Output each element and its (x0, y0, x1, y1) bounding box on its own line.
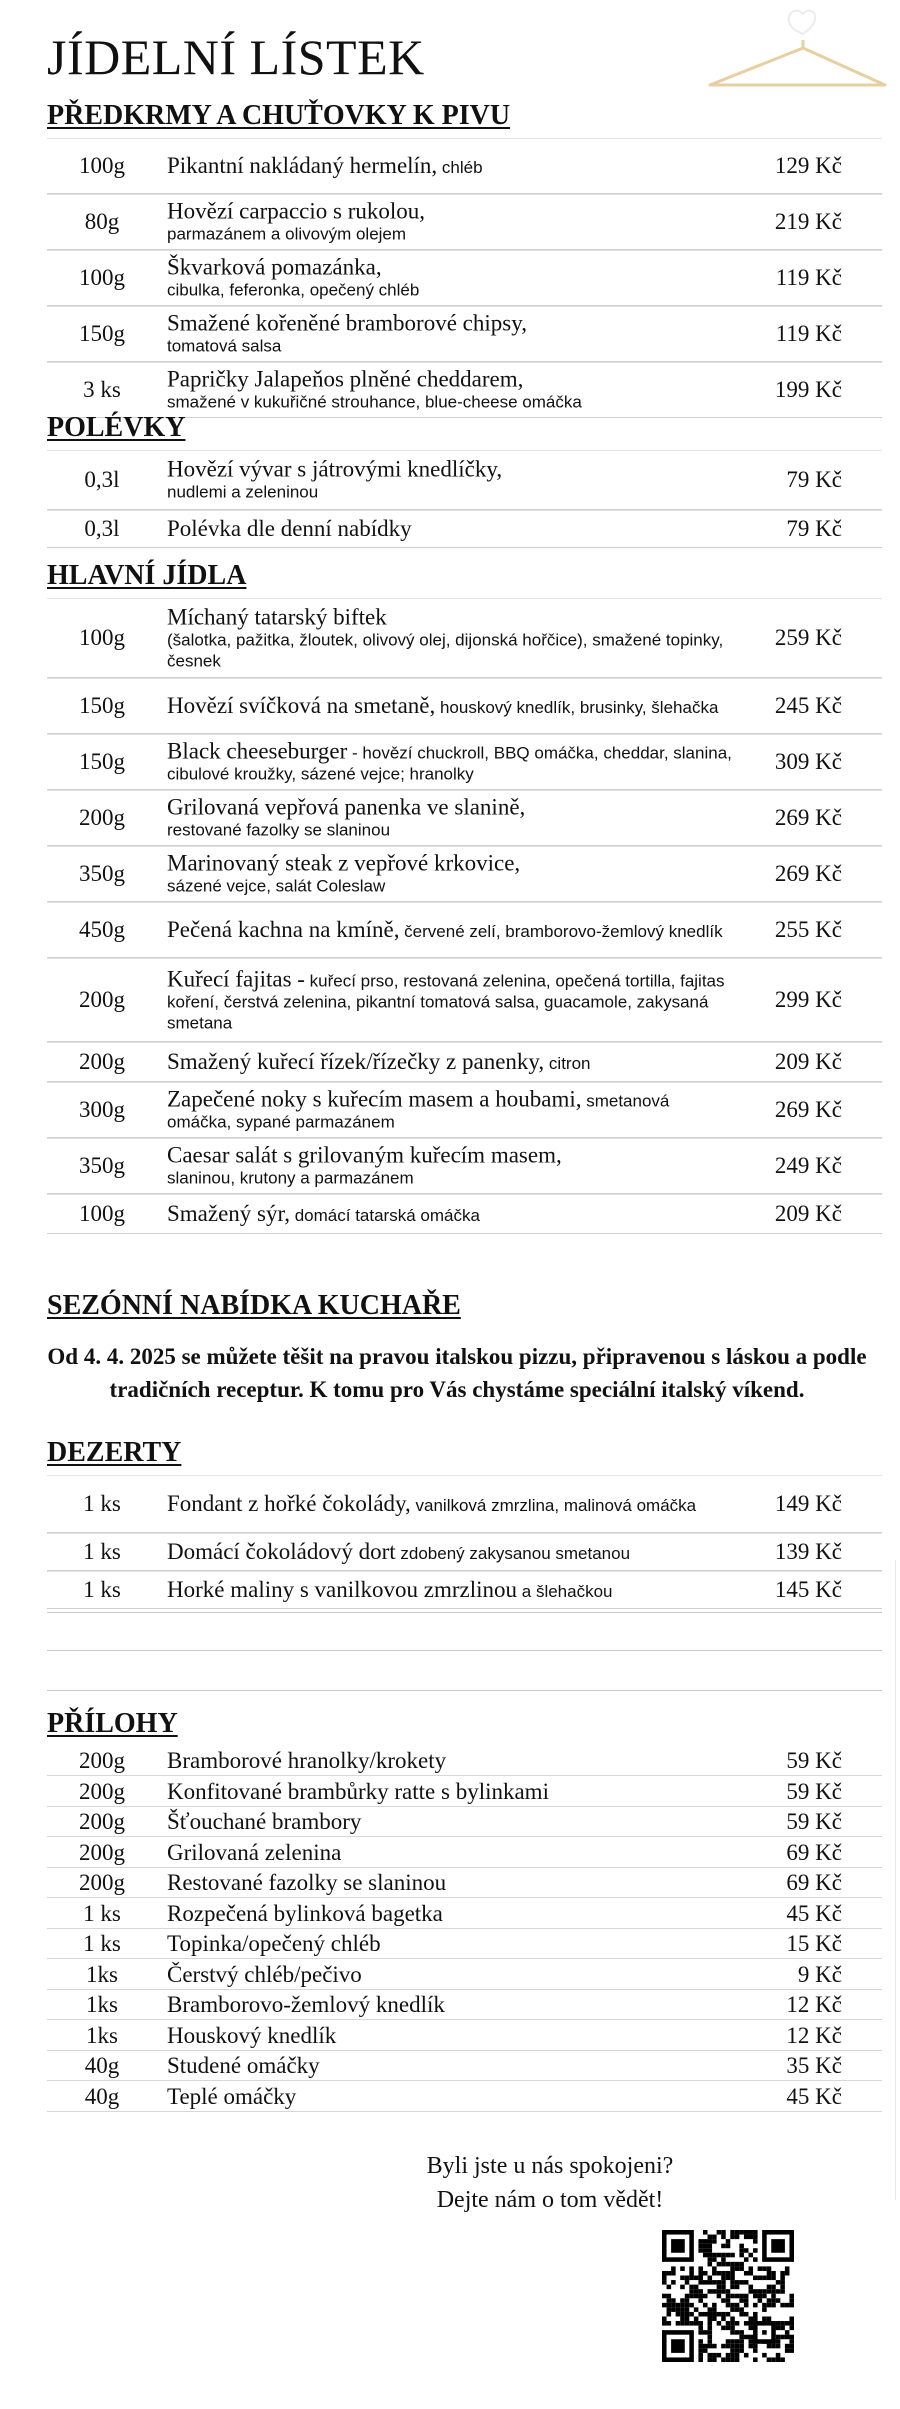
item-description (167, 851, 732, 898)
section-heading-starters: PŘEDKRMY A CHUŤOVKY K PIVU (47, 100, 511, 131)
menu-item (47, 734, 882, 790)
item-price: 209 Kč (774, 1201, 842, 1226)
item-name: Smažený sýr, (167, 1200, 290, 1226)
side-name: Grilovaná zelenina (167, 1839, 342, 1865)
item-detail: chléb (437, 157, 483, 177)
side-dish-row (47, 1838, 882, 1868)
side-name: Topinka/opečený chléb (167, 1931, 381, 1956)
menu-item (47, 958, 882, 1042)
item-price: 249 Kč (774, 1153, 842, 1178)
item-detail: a šlehačkou (517, 1581, 613, 1601)
item-detail: červené zelí, bramborovo-žemlový knedlík (399, 921, 723, 941)
seasonal-offer-text: Od 4. 4. 2025 se můžete těšit na pravou italskou pizzu, připravenou s láskou a podle tradičních receptur. K tomu pro Vás chystáme speciální italský víkend. (47, 1344, 867, 1403)
item-name: Polévka dle denní nabídky (167, 515, 412, 541)
side-price: 12 Kč (786, 2022, 842, 2048)
menu-item (47, 362, 882, 418)
item-quantity: 100g (79, 625, 125, 650)
section-heading-desserts: DEZERTY (47, 1437, 182, 1468)
item-description (167, 966, 732, 1033)
side-dish-row (47, 2051, 882, 2081)
item-description (167, 693, 732, 719)
item-name: Fondant z hořké čokolády, (167, 1490, 411, 1516)
item-quantity: 0,3l (84, 516, 120, 541)
item-quantity: 350g (79, 861, 125, 886)
item-quantity: 150g (79, 321, 125, 346)
item-price: 129 Kč (774, 153, 842, 178)
section-heading-seasonal: SEZÓNNÍ NABÍDKA KUCHAŘE (47, 1290, 461, 1321)
item-detail: zdobený zakysanou smetanou (395, 1543, 631, 1563)
item-name: Pečená kachna na kmíně, (167, 916, 400, 942)
item-price: 79 Kč (786, 467, 842, 492)
item-description (167, 1577, 732, 1603)
side-dish-row (47, 1868, 882, 1898)
side-price: 45 Kč (786, 2083, 842, 2109)
item-description (167, 457, 732, 504)
item-description (167, 1143, 732, 1190)
menu-item (47, 450, 882, 510)
item-name: Papričky Jalapeňos plněné cheddarem, (167, 366, 524, 392)
menu-item (47, 1533, 882, 1571)
item-detail: nudlemi a zeleninou (167, 483, 319, 503)
item-detail: - hovězí chuckroll, BBQ omáčka, cheddar, slanina, cibulové kroužky, sázené vejce; hranolky (167, 743, 732, 785)
divider-line (47, 1650, 882, 1651)
item-quantity: 200g (79, 987, 125, 1012)
item-price: 269 Kč (774, 861, 842, 886)
item-price: 119 Kč (775, 321, 842, 346)
item-name: Míchaný tatarský biftek (167, 604, 387, 630)
item-detail: (šalotka, pažitka, žloutek, olivový olej, dijonská hořčice), smažené topinky, česnek (167, 630, 724, 671)
item-description (167, 311, 732, 358)
item-price: 209 Kč (774, 1049, 842, 1074)
item-description (167, 1539, 732, 1565)
item-detail: domácí tatarská omáčka (290, 1205, 480, 1225)
item-quantity: 100g (79, 265, 125, 290)
item-detail: kuřecí prso, restovaná zelenina, opečená tortilla, fajitas koření, čerstvá zelenina, pikantní tomatová salsa, guacamole, zakysaná smetana (167, 971, 725, 1033)
side-dish-row (47, 2082, 882, 2112)
menu-item (47, 1475, 882, 1533)
side-dish-row (47, 1807, 882, 1837)
item-name: Smažené kořeněné bramborové chipsy, (167, 310, 527, 336)
side-name: Bramborovo-žemlový knedlík (167, 1992, 445, 2017)
item-name: Hovězí carpaccio s rukolou, (167, 198, 426, 224)
side-dish-row (47, 2021, 882, 2051)
item-description (167, 604, 732, 671)
divider-line (47, 1690, 882, 1691)
item-name: Black cheeseburger (167, 738, 348, 764)
item-quantity: 0,3l (84, 467, 120, 492)
item-price: 119 Kč (775, 265, 842, 290)
item-quantity: 80g (84, 209, 120, 234)
menu-item (47, 194, 882, 250)
item-price: 139 Kč (774, 1539, 842, 1564)
side-price: 59 Kč (786, 1778, 842, 1804)
item-detail: sázené vejce, salát Coleslaw (167, 877, 386, 897)
section-heading-soups: POLÉVKY (47, 412, 186, 443)
item-detail: smetanová omáčka, sypané parmazánem (167, 1091, 670, 1133)
item-detail: vanilková zmrzlina, malinová omáčka (410, 1495, 697, 1515)
divider-line (47, 1612, 882, 1613)
menu-item (47, 902, 882, 958)
menu-item (47, 598, 882, 678)
item-detail: smažené v kukuřičné strouhance, blue-cheese omáčka (167, 393, 582, 413)
item-quantity: 200g (79, 1049, 125, 1074)
item-name: Zapečené noky s kuřecím masem a houbami, (167, 1086, 582, 1112)
item-name: Hovězí vývar s játrovými knedlíčky, (167, 456, 503, 482)
side-name: Studené omáčky (167, 2053, 320, 2078)
item-name: Smažený kuřecí řízek/řízečky z panenky, (167, 1048, 545, 1074)
item-name: Hovězí svíčková na smetaně, (167, 692, 436, 718)
side-name: Houskový knedlík (167, 2022, 337, 2048)
hanger-heart-logo-icon (700, 0, 890, 95)
side-quantity: 200g (79, 1748, 125, 1773)
item-price: 299 Kč (774, 987, 842, 1012)
item-description (167, 739, 732, 786)
item-quantity: 350g (79, 1153, 125, 1178)
item-description (167, 1491, 732, 1517)
menu-item (47, 678, 882, 734)
feedback-request: Dejte nám o tom vědět! (436, 2186, 664, 2213)
item-quantity: 100g (79, 1201, 125, 1226)
side-dish-row (47, 1929, 882, 1959)
item-price: 199 Kč (774, 377, 842, 402)
menu-item (47, 1082, 882, 1138)
menu-item (47, 306, 882, 362)
item-detail: parmazánem a olivovým olejem (167, 225, 407, 245)
side-price: 69 Kč (786, 1870, 842, 1895)
item-detail: slaninou, krutony a parmazánem (167, 1169, 414, 1189)
item-name: Grilovaná vepřová panenka ve slanině, (167, 794, 526, 820)
menu-item (47, 250, 882, 306)
item-detail: houskový knedlík, brusinky, šlehačka (435, 697, 719, 717)
item-description (167, 255, 732, 302)
side-dish-row (47, 1960, 882, 1990)
section-heading-sides: PŘÍLOHY (47, 1708, 178, 1739)
side-quantity: 1 ks (83, 1931, 121, 1956)
side-dish-row (47, 1777, 882, 1807)
item-name: Pikantní nakládaný hermelín, (167, 152, 438, 178)
side-quantity: 200g (79, 1809, 125, 1834)
side-price: 59 Kč (786, 1809, 842, 1834)
item-description (167, 516, 732, 542)
side-quantity: 40g (84, 2083, 120, 2109)
item-description (167, 1049, 732, 1075)
item-price: 269 Kč (774, 1097, 842, 1122)
item-price: 79 Kč (786, 516, 842, 541)
side-price: 12 Kč (786, 1992, 842, 2017)
menu-item (47, 510, 882, 548)
item-quantity: 1 ks (83, 1539, 121, 1564)
side-quantity: 1ks (86, 2022, 118, 2048)
item-name: Caesar salát s grilovaným kuřecím masem, (167, 1142, 562, 1168)
page-edge-divider (895, 1560, 900, 2200)
side-dish-row (47, 1746, 882, 1776)
item-detail: tomatová salsa (167, 337, 282, 357)
menu-item (47, 1138, 882, 1194)
item-price: 145 Kč (774, 1577, 842, 1602)
side-name: Bramborové hranolky/krokety (167, 1748, 447, 1773)
item-price: 259 Kč (774, 625, 842, 650)
side-dish-row (47, 1899, 882, 1929)
item-quantity: 450g (79, 917, 125, 942)
item-description (167, 1201, 732, 1227)
item-detail: citron (544, 1053, 591, 1073)
menu-item (47, 1042, 882, 1082)
feedback-note (360, 2150, 740, 2217)
item-detail: cibulka, feferonka, opečený chléb (167, 281, 420, 301)
side-quantity: 200g (79, 1839, 125, 1865)
item-price: 255 Kč (774, 917, 842, 942)
item-name: Horké maliny s vanilkovou zmrzlinou (167, 1576, 518, 1602)
side-name: Restované fazolky se slaninou (167, 1870, 447, 1895)
qr-code-icon[interactable] (662, 2230, 794, 2362)
item-price: 219 Kč (774, 209, 842, 234)
side-name: Konfitované brambůrky ratte s bylinkami (167, 1778, 549, 1804)
item-name: Marinovaný steak z vepřové krkovice, (167, 850, 521, 876)
side-quantity: 200g (79, 1870, 125, 1895)
item-description (167, 795, 732, 842)
item-description (167, 367, 732, 414)
item-detail: restované fazolky se slaninou (167, 821, 391, 841)
menu-item (47, 138, 882, 194)
section-heading-mains: HLAVNÍ JÍDLA (47, 560, 247, 591)
menu-item (47, 1571, 882, 1609)
item-description (167, 1087, 732, 1134)
item-quantity: 3 ks (83, 377, 121, 402)
item-price: 309 Kč (774, 749, 842, 774)
item-quantity: 1 ks (83, 1491, 121, 1516)
item-quantity: 300g (79, 1097, 125, 1122)
item-quantity: 150g (79, 749, 125, 774)
side-price: 35 Kč (786, 2053, 842, 2078)
side-price: 59 Kč (786, 1748, 842, 1773)
item-quantity: 100g (79, 153, 125, 178)
item-price: 245 Kč (774, 693, 842, 718)
side-price: 69 Kč (786, 1839, 842, 1865)
menu-item (47, 790, 882, 846)
menu-item (47, 846, 882, 902)
side-quantity: 1ks (86, 1992, 118, 2017)
side-price: 15 Kč (786, 1931, 842, 1956)
item-description (167, 917, 732, 943)
item-price: 269 Kč (774, 805, 842, 830)
item-description (167, 153, 732, 179)
side-name: Teplé omáčky (167, 2083, 297, 2109)
item-quantity: 200g (79, 805, 125, 830)
side-quantity: 1ks (86, 1961, 118, 1987)
side-dish-row (47, 1990, 882, 2020)
side-quantity: 200g (79, 1778, 125, 1804)
menu-title: JÍDELNÍ LÍSTEK (47, 29, 425, 85)
menu-item (47, 1194, 882, 1234)
side-price: 45 Kč (786, 1900, 842, 1926)
item-description (167, 199, 732, 246)
side-name: Rozpečená bylinková bagetka (167, 1900, 443, 1926)
side-name: Šťouchané brambory (167, 1809, 362, 1834)
side-price: 9 Kč (797, 1961, 842, 1987)
item-quantity: 150g (79, 693, 125, 718)
item-name: Domácí čokoládový dort (167, 1538, 396, 1564)
side-name: Čerstvý chléb/pečivo (167, 1961, 362, 1987)
feedback-question: Byli jste u nás spokojeni? (426, 2153, 674, 2179)
item-name: Škvarková pomazánka, (167, 254, 382, 280)
item-price: 149 Kč (774, 1491, 842, 1516)
item-quantity: 1 ks (83, 1577, 121, 1602)
item-name: Kuřecí fajitas - (167, 966, 305, 992)
side-quantity: 1 ks (83, 1900, 121, 1926)
side-quantity: 40g (84, 2053, 120, 2078)
